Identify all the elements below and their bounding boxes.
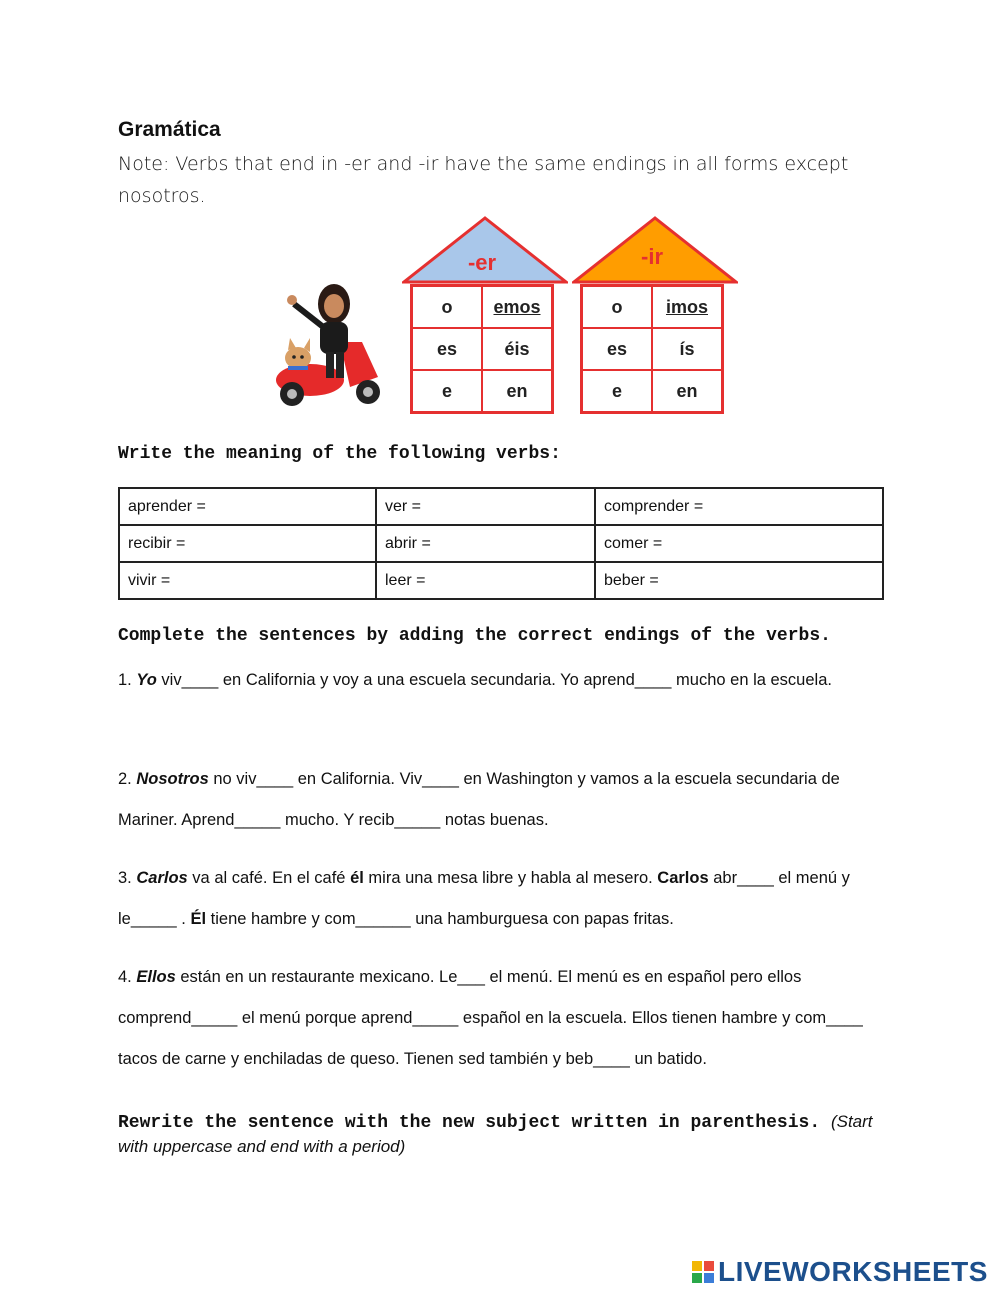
- sentence-4: [118, 957, 888, 1080]
- vocab-cell[interactable]: leer =: [376, 562, 595, 599]
- grammar-note: Note: Verbs that end in -er and -ir have the same endings in all forms except nosotros.: [118, 153, 849, 207]
- table-row: [119, 562, 883, 599]
- sentence-1: [118, 660, 888, 701]
- ending-cell: es: [582, 328, 653, 370]
- rewrite-heading: [118, 1110, 898, 1160]
- rewrite-heading-text: Rewrite the sentence with the new subject written in parenthesis.: [118, 1113, 821, 1133]
- ending-cell: éis: [482, 328, 553, 370]
- ir-endings-house: [572, 212, 738, 414]
- bold-pronoun: él: [350, 869, 364, 887]
- ending-cell: emos: [482, 286, 553, 329]
- sentence-text[interactable]: abr____ el menú y le_____ .: [118, 869, 850, 928]
- vocab-cell[interactable]: aprender =: [119, 488, 376, 525]
- er-endings-house: [402, 212, 568, 414]
- logo-text: LIVEWORKSHEETS: [718, 1256, 988, 1287]
- bitmoji-scooter-illustration: [270, 282, 385, 417]
- complete-heading: Complete the sentences by adding the correct endings of the verbs.: [118, 626, 831, 646]
- sentence-text: va al café. En el café: [187, 869, 351, 887]
- liveworksheets-logo: [692, 1256, 988, 1288]
- sentence-number: 2.: [118, 770, 137, 788]
- sentence-text[interactable]: viv____ en California y voy a una escuela secundaria. Yo aprend____ mucho en la escuela.: [156, 671, 832, 689]
- table-row: [119, 525, 883, 562]
- vocab-cell[interactable]: ver =: [376, 488, 595, 525]
- ending-cell: e: [582, 370, 653, 413]
- sentence-3: [118, 858, 888, 940]
- sentence-number: 1.: [118, 671, 137, 689]
- sentence-subject: Nosotros: [136, 770, 209, 788]
- ending-cell: o: [412, 286, 483, 329]
- sentence-text[interactable]: están en un restaurante mexicano. Le___ el menú. El menú es en español pero ellos comprend_____ el menú porque aprend_____ español en la escuela. Ellos tienen hambre y com____ tacos de carne y enchiladas de queso. Tienen sed también y beb____ un batido.: [118, 968, 863, 1068]
- sentence-subject: Ellos: [136, 968, 176, 986]
- sentence-text: mira una mesa libre y habla al mesero.: [363, 869, 658, 887]
- logo-block: [704, 1273, 714, 1283]
- er-label: -er: [467, 250, 497, 275]
- sentence-subject: Yo: [136, 671, 157, 689]
- meaning-heading: Write the meaning of the following verbs:: [118, 444, 561, 464]
- sentence-text[interactable]: no viv____ en California. Viv____ en Washington y vamos a la escuela secundaria de Mariner. Aprend_____ mucho. Y recib_____ notas buenas.: [118, 770, 840, 829]
- logo-block: [704, 1261, 714, 1271]
- sentence-subject: Carlos: [136, 869, 188, 887]
- ending-cell: o: [582, 286, 653, 329]
- vocab-table: [118, 487, 884, 600]
- ir-endings-table: [580, 284, 724, 414]
- bold-subject: Carlos: [657, 869, 709, 887]
- vocab-cell[interactable]: vivir =: [119, 562, 376, 599]
- vocab-cell[interactable]: recibir =: [119, 525, 376, 562]
- ending-cell: ís: [652, 328, 723, 370]
- vocab-cell[interactable]: beber =: [595, 562, 883, 599]
- logo-block: [692, 1261, 702, 1271]
- ir-label: -ir: [641, 244, 663, 269]
- table-row: [119, 488, 883, 525]
- rewrite-instructions: (Start with uppercase and end with a period): [118, 1112, 873, 1156]
- ending-cell: es: [412, 328, 483, 370]
- vocab-cell[interactable]: comer =: [595, 525, 883, 562]
- ending-cell: en: [482, 370, 553, 413]
- logo-blocks-icon: [692, 1261, 714, 1283]
- sentence-text[interactable]: tiene hambre y com______ una hamburguesa con papas fritas.: [206, 910, 674, 928]
- ir-roof: [572, 212, 738, 284]
- sentence-2: [118, 759, 888, 841]
- sentence-number: 3.: [118, 869, 137, 887]
- vocab-cell[interactable]: abrir =: [376, 525, 595, 562]
- ending-cell: imos: [652, 286, 723, 329]
- page-title: Gramática: [118, 118, 221, 141]
- sentence-number: 4.: [118, 968, 137, 986]
- ending-cell: e: [412, 370, 483, 413]
- er-roof: [402, 212, 568, 284]
- logo-block: [692, 1273, 702, 1283]
- bold-pronoun: Él: [190, 910, 207, 928]
- ending-cell: en: [652, 370, 723, 413]
- vocab-cell[interactable]: comprender =: [595, 488, 883, 525]
- er-endings-table: [410, 284, 554, 414]
